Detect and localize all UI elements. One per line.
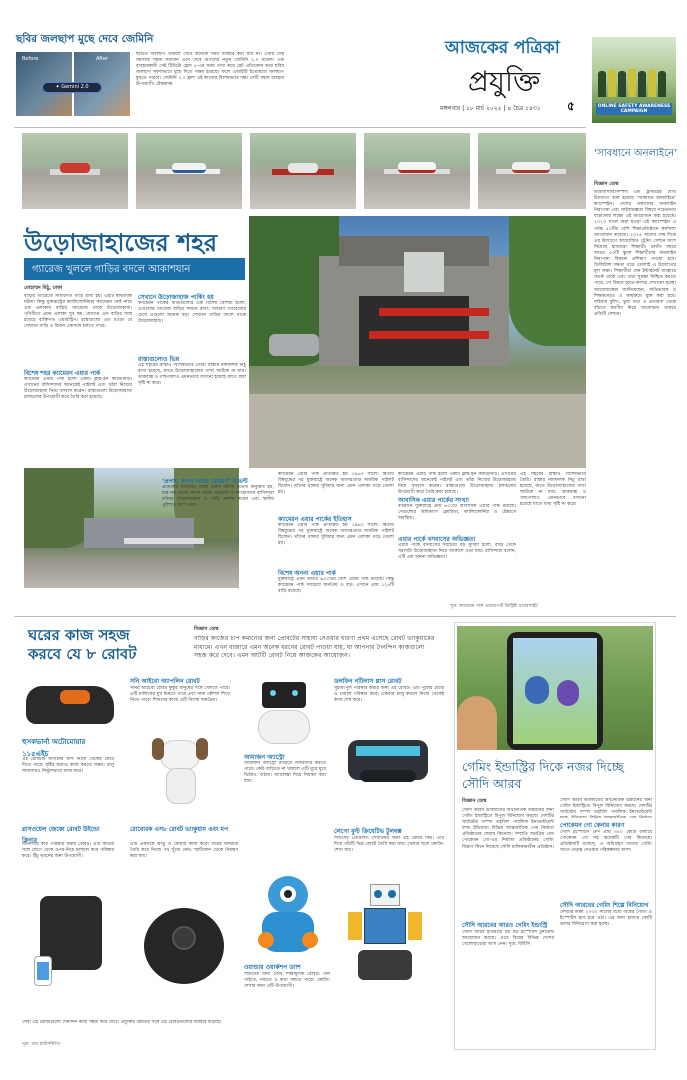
- planes-p1: ক্যামেরন এয়ার পার্ক হলো একটি ফ্লাই-ইন কমিউনিটি। এখানের বাসিন্দাদের অনেকেই পাইলট এবং তাঁরা নিজের উড়োজাহাজ নিয়ে বসবাস করেন। রাস্তাগুলো উড়োজাহাজ চলাচলের উপযোগী করে তৈরি করা হয়েছে।: [24, 377, 132, 401]
- robot-8-body: শিশুদের জন্য তৈরি শিক্ষামূলক রোবট। গান গাইতে, নাচতে ও কথা বলতে পারে। কোডিং শেখার জন্য এটি উপযোগী।: [244, 972, 330, 990]
- robot-dolphin-photo: [340, 726, 436, 790]
- gaming-p2: দেশটির লক্ষ্য ২০৩০ সালের মধ্যে বিশ্বের গেমিং ও ইস্পোর্টস হাব হয়ে ওঠা। এর জন্য হাজার কোটি ডলার বিনিয়োগ করা হচ্ছে।: [560, 910, 652, 928]
- planes-h1: বিশেষ শহর ক্যামেরন এয়ার পার্ক: [24, 370, 101, 377]
- plane-photo-5: [478, 133, 586, 209]
- planes-h3: রাস্তাগুলোও ভিন্ন: [138, 356, 180, 363]
- robot-6-body: এটি একসঙ্গে ঝাড়ু ও মোছার কাজ করে। ঘরের মানচিত্র তৈরি করে নিজে পথ খুঁজে নেয়। স্মার্টফোন থেকে নিয়ন্ত্রণ করা যায়।: [130, 842, 238, 860]
- robot-7-title: লেগো বুস্ট ক্রিয়েটিভ টুলবক্স: [334, 828, 402, 835]
- robot-8-title: ওয়ান্ডার ওয়ার্কশপ ড্যাশ: [244, 964, 301, 971]
- robots-title-1: ঘরের কাজ সহজ: [28, 626, 130, 644]
- section-title: প্রযুক্তি: [468, 65, 541, 98]
- planes-p5: ক্যামেরন এয়ার পার্ক প্রতিষ্ঠিত হয় ১৯৬৩ সালে। দ্বিতীয় বিশ্বযুদ্ধের পর যুক্তরাষ্ট্রে অনেক অবসরপ্রাপ্ত সামরিক পাইলট ছিলেন। তাঁদের থাকার সুবিধার জন্য এমন এলাকা গড়ে তোলা হয়।: [278, 523, 394, 547]
- gaming-h1: পোকেমন গো কেনার কারণ: [560, 822, 625, 829]
- planes-source: সূত্র: ক্যামেরন পার্ক এয়ারপোর্ট ডিস্ট্রিক্ট ওয়েবসাইট: [450, 604, 538, 609]
- robot-2-title: সনি আইবো অ্যাপলিন রোবট: [130, 678, 200, 685]
- planes-hero-photo: [249, 216, 586, 468]
- robot-5-body: জানালার কাচ পরিষ্কার করার রোবট। এটি কাচের সঙ্গে লেগে থেকে ওপর-নিচে চলাচল করে পরিষ্কার করে। উঁচু ভবনের জন্য উপযোগী।: [22, 842, 114, 860]
- robot-6-title: রোবোরক এস৮ রোবট ভ্যাকুয়াম এবং মপ: [130, 826, 229, 833]
- gaming-p3: সৌদি আরব ইতিমধ্যে বড় বড় ইস্পোর্টস টুর্নামেন্ট আয়োজন করছে। এতে বিশ্বের বিভিন্ন দেশের খেলোয়াড়েরা অংশ নেন। সূত্র: বিবিসি: [462, 930, 554, 948]
- robot-mower-photo: [20, 676, 122, 732]
- robot-1-body: এই রোবটটি বাগানের ঘাস নিজে থেকেই কেটে দিতে পারে। বৃষ্টির মধ্যেও কাজ করতে সক্ষম। ঢালু জায়গায়ও নির্ভুলভাবে কাজ করে।: [22, 757, 114, 775]
- robot-4-body: সুইমিংপুল পরিষ্কার করার জন্য এই রোবট। এটি পুলের মেঝে ও দেয়াল পরিষ্কার করে। একবার চালু করলে নিজে থেকেই কাজ শেষ করে।: [334, 686, 444, 704]
- robot-lego-photo: [330, 878, 440, 988]
- robot-7-body: শিশুদের প্রোগ্রামিং শেখানোর জন্য এই রোবট কিট। এটি দিয়ে পাঁচটি ভিন্ন রোবট তৈরি করা যায়। খেলার ছলে কোডিং শেখা যায়।: [334, 836, 444, 854]
- gaming-p1: সৌদি ইস্পোর্টস গ্রুপ প্রায় ৩৫০ কোটি ডলারে পোকেমন গো সহ কয়েকটি গেম কিনেছে। প্রতিষ্ঠানটি বলেছে, এ অধিগ্রহণ তাদের গেমিং খাতে নেতৃত্ব দেওয়ার পরিকল্পনার অংশ।: [560, 830, 652, 854]
- header-rule: [14, 127, 586, 128]
- gaming-border: [454, 622, 656, 1050]
- planes-p7-lead: ক্যামেরন এয়ার পার্ক হলো একটি ফ্লাই-ইন কমিউনিটি। এখানের বাসিন্দাদের অনেকেই পাইলট এবং তাঁরা নিজের উড়োজাহাজ নিয়ে বসবাস করেন। রাস্তাগুলো উড়োজাহাজ চলাচলের উপযোগী করে তৈরি করা হয়েছে।: [398, 472, 516, 494]
- planes-h2: সেখানে উড়োজাহাজ পার্কিং হয়: [138, 294, 214, 301]
- gemini-badge: ✦ Gemini 2.0: [42, 82, 102, 93]
- gemini-body: ছবিতে জলছাপ থাকলে সেটি অনেকে সময় ব্যবহার করা যায় না। এবার সেই সমস্যার সহজ সমাধান এনে দেবে গুগলের নতুন জেমিনি ২.০ মডেল। এক ব্যবহারকারী সেই টিউটো ফ্লেস ৫-এর সময় দেখা করে রেট প্রতিবেদন করে ছবির জলছাপ সফলভাবে মুছে দিতে সক্ষম হয়েছে। ফলে এআইটি ইতোমধ্যে জলছাপ মুছতে পারবে। জেমিনি ২.০ ফ্লাশ এই কাজের বিশেষভাবে দক্ষ। সেটি সহজ ব্যবহার উপযোগী। টেকক্রাঞ্চ: [136, 52, 284, 88]
- planes-p6: যুক্তরাষ্ট্রে এমন আরও ৬০০টির বেশি এয়ার পার্ক রয়েছে। কিন্তু ক্যামেরন পার্ক সবচেয়ে জনপ্রিয় ও বড়। এখানে প্রায় ১২৪টি বাড়ি রয়েছে।: [278, 577, 394, 595]
- robot-astro-photo: [244, 676, 326, 748]
- paper-name: আজকের পত্রিকা: [445, 38, 560, 58]
- gaming-h2: সৌদি আরবের গেমিং শিল্পে বিনিয়োগ: [560, 902, 649, 909]
- planes-h6: বিশেষ অনন্য এয়ার পার্ক: [278, 570, 336, 577]
- gaming-byline: বিজ্ঞান ডেস্ক: [462, 798, 487, 804]
- gaming-lead: সৌদি আরব ভবিষ্যতের অর্থনৈতিক উন্নয়নের জন্য গেমিং ইন্ডাস্ট্রিতে বিপুল বিনিয়োগ করছে। দেশটির সার্বভৌম সম্পদ তহবিল পাবলিক ইনভেস্টমেন্ট: [560, 798, 652, 816]
- planes-h5: ক্যামেরন এয়ার পার্কের ইতিহাস: [278, 516, 352, 523]
- plane-photo-4: [364, 133, 470, 209]
- planes-h7: আবাসিক এয়ার পার্কের সংখ্যা: [398, 497, 470, 504]
- robot-5-title: গ্লাসওয়েল জেকো রোবট উইন্ডো ক্লিনার: [22, 826, 100, 844]
- planes-subtitle-text: গ্যারেজ খুললে গাড়ির বদলে আকাশযান: [32, 264, 191, 275]
- robot-3-title: আমাজন অ্যাস্ট্রো: [244, 754, 285, 761]
- gemini-box: [14, 30, 344, 122]
- after-label: After: [96, 56, 109, 62]
- planes-subtitle: [24, 258, 245, 280]
- gaming-title: গেমিং ইন্ডাস্ট্রির দিকে নজর দিচ্ছে সৌদি আরব: [462, 759, 624, 791]
- plane-photo-3: [250, 133, 356, 209]
- gemini-photo: [16, 52, 130, 116]
- planes-p7: বর্তমানে যুক্তরাষ্ট্রে প্রায় ৬০০টি আবাসিক এয়ার পার্ক রয়েছে। সেগুলোর অধিকাংশ ফ্লোরিডা, ক্যালিফোর্নিয়া ও টেক্সাসে অবস্থিত।: [398, 504, 516, 522]
- sidebar-body: ডাটাবাসারিসিম্পল এন্ড ট্রাস্টরের যৌথ উদ্যোগে শুরু হয়েছে ‘সাবধানে অনলাইনে’ ক্যাম্পেইন। দেশের তরুণদের অনলাইন নিরাপত্তা এবং সাইবারজ্ঞতা বিষয়ে সচেতনতা বাড়ানোর লক্ষ্যে এই আয়োজন করা হয়েছে। ২০২৩ সালে শুরু হওয়া এই ক্যাম্পেইন এ পর্যন্ত ৫০টির বেশি শিক্ষাপ্রতিষ্ঠানে কর্মশালা আয়োজন করেছে। ২০২৪ সালের শেষ দিকে এর উদ্যোগে আয়োজিত ট্রেনিং সেশনে অংশ নিয়েছে হাজারো শিক্ষার্থী। চলতি বছরে আরও ৫০টি স্কুলে শিক্ষার্থীদের অনলাইন নিরাপত্তা বিষয়ক প্রশিক্ষণ দেওয়া হবে। ডিজিটাল দক্ষতা গড়ে তোলাই এ উদ্যোগের মূল লক্ষ্য। শিক্ষার্থীরা যেন ইন্টারনেট ব্যবহারে সতর্ক থাকে এবং তথ্য সুরক্ষা নিশ্চিত করতে পারে, সে বিষয়ে হাতে-কলমে শেখানো হচ্ছে। আয়োজকেরা জানিয়েছেন, অভিভাবক ও শিক্ষকদেরও এ কার্যক্রমে যুক্ত করা হবে। সাইবার বুলিং, ভুয়া তথ্য ও প্রতারণা থেকে বাঁচতে করণীয় নিয়ে আলোচনা থাকবে প্রতিটি সেশনে।: [594, 190, 676, 317]
- robot-window-photo: [26, 890, 116, 988]
- section-rule: [14, 616, 676, 617]
- robot-4-title: ডলফিন নটিলাস প্লাস রোবট: [334, 678, 402, 685]
- gaming-body: সৌদি আরব ভবিষ্যতের অর্থনৈতিক উন্নয়নের জন্য গেমিং ইন্ডাস্ট্রিতে বিপুল বিনিয়োগ করছে। দেশটির সার্বভৌম সম্পদ তহবিল পাবলিক ইনভেস্টমেন্ট ফান্ড ইতিমধ্যে বিভিন্ন আন্তর্জাতিক গেম নির্মাতা প্রতিষ্ঠানের শেয়ার কিনেছে। সম্প্রতি জনপ্রিয় গেম পোকেমন গো-এর নির্মাতা প্রতিষ্ঠানের গেমিং বিভাগ কিনে নিয়েছে সৌদি মালিকানাধীন প্রতিষ্ঠান।: [462, 808, 554, 850]
- robots-source: সূত্র: গুড হাউসকিপিং: [22, 1042, 61, 1047]
- robot-2-body: সনির আইবো রোবট কুকুর মানুষের সঙ্গে খেলতে পারে। এটি মালিকের মুখ চিনতে পারে এবং নানা কৌশল শিখে নিতে পারে। শিশুদের কাছে এটি বিশেষ জনপ্রিয়।: [130, 686, 230, 704]
- sidebar-photo: [592, 37, 676, 123]
- planes-p4: প্রতিবছর ক্যামেরন পার্কে একটি বিশেষ ইভেন্ট অনুষ্ঠিত হয়, যার নাম প্রপস, কপস অ্যান্ড রোডার্স। এ আয়োজনে বাসিন্দারা তাঁদের উড়োজাহাজ ও গাড়ি প্রদর্শন করেন এবং স্থানীয় পুলিশও অংশ নেয়।: [162, 485, 274, 509]
- robot-aibo-photo: [130, 728, 235, 808]
- robot-dash-photo: [248, 872, 328, 958]
- robots-title-2: করবে যে ৮ রোবট: [28, 645, 137, 663]
- sidebar-byline: বিজ্ঞান ডেস্ক: [594, 181, 619, 187]
- robot-3-body: আমাজন অ্যাস্ট্রো বাড়িতে নজরদারি করতে পারে। কেউ বাড়িতে না থাকলে এটি ঘুরে ঘুরে ভিডিও পাঠায়। অ্যালেক্সা দিয়ে নিয়ন্ত্রণ করা যায়।: [244, 761, 326, 785]
- issue-date: মঙ্গলবার | ১৮ মার্চ ২০২৫ | ৪ চৈত্র ১৪৩১: [440, 105, 541, 112]
- planes-p8: এয়ার পার্কে বসবাসের সবচেয়ে বড় সুবিধা হলো, বাড়ি থেকে সরাসরি উড়োজাহাজ নিয়ে আকাশে ওড়া যায়। বাসিন্দারা বলেন, এটি এক অনন্য অভিজ্ঞতা।: [398, 543, 516, 561]
- planes-byline: মোহাম্মদ মিঠু, ঢাকা: [24, 285, 63, 291]
- robot-1-title: হুসকভার্না অটোমোয়ার ১১৫এইচ: [22, 738, 86, 758]
- planes-h8: এয়ার পার্কে বসবাসের অভিজ্ঞতা: [398, 536, 476, 543]
- robots-closing: সেবা এই রোবটগুলো দৈনন্দিন কাজ সহজ করে দেবে। প্রযুক্তির উন্নতির সঙ্গে এই রোবটগুলোর ব্যবহার বাড়ছে।: [22, 1020, 222, 1025]
- planes-p5-lead: ক্যামেরন এয়ার পার্ক প্রতিষ্ঠিত হয় ১৯৬৩ সালে। দ্বিতীয় বিশ্বযুদ্ধের পর যুক্তরাষ্ট্রে অনেক অবসরপ্রাপ্ত সামরিক পাইলট ছিলেন। তাঁদের থাকার সুবিধার জন্য এমন এলাকা গড়ে তোলা হয়।: [278, 472, 394, 496]
- plane-strip: [22, 133, 586, 211]
- sparkle-icon: ✦: [55, 84, 62, 90]
- plane-photo-2: [136, 133, 242, 209]
- planes-extra: এই শহরের রাস্তাও বিশেষভাবে তৈরি। রাস্তার নামফলক নিচু রাখা হয়েছে, যাতে উড়োজাহাজের পাখা আটকে না যায়। ডাকবাক্স ও গাছপালাও এমনভাবে বসানো হয়েছে যাতে বাধা সৃষ্টি না করে।: [520, 472, 586, 508]
- gemini-title: ছবির জলছাপ মুছে দেবে জেমিনি: [16, 33, 154, 45]
- robots-byline: বিজ্ঞান ডেস্ক: [194, 626, 219, 632]
- planes-p2: ক্যামেরন পার্কের বাড়িগুলোর এক বিশেষ বৈশিষ্ট্য হলো, এগুলোর গ্যারেজ বাড়ির সামনে রাখা। সাধারণ গ্যারেজের চেয়ে এগুলো অনেক বড়। সেখানে গাড়ির বদলে থাকে উড়োজাহাজ।: [138, 301, 246, 325]
- gaming-h3: সৌদি আরবের আরও গেমিং ইন্ডাস্ট্রি: [462, 922, 548, 929]
- robots-intro: বাড়ির কাজের চাপ কমানোর জন্য প্রোবটের সাহায্য নেওয়ার ধারণা প্রথম এসেছে রোবট ভ্যাকুয়ামের মাধ্যমে। এখন বাজারে এমন অনেক ধরনের রোবট পাওয়া যায়, যা আপনার দৈনন্দিন কাজগুলো সহজ করে দেবে। এমন আটটি রোবট নিয়ে আজকের আয়োজন।: [194, 635, 435, 660]
- plane-photo-1: [22, 133, 128, 209]
- sidebar-banner: ONLINE SAFETY AWARENESS CAMPAIGN: [597, 104, 671, 114]
- planes-intro: বাড়ির গ্যারেজে সাধারণত গাড়ি রাখা হয়। এইটি স্বাভাবিক ঘটনা। কিন্তু যুক্তরাষ্ট্রের ক্যালিফোর্নিয়ার ক্যামেরন পার্ক নামে এক এলাকায় বাড়ির গ্যারেজে থাকে উড়োজাহাজ। পৃথিবীতে এমন এলাকা খুব কম, যেখানে এত বাড়ির সঙ্গে রয়েছে ব্যক্তিগত এয়ারস্ট্রিপ। রাস্তাগুলো এত চওড়া যে সেখানে গাড়ি ও বিমান একসঙ্গে চলতে পারে।: [24, 294, 132, 330]
- planes-title: উড়োজাহাজের শহর: [24, 229, 218, 257]
- planes-p3: এই শহরের রাস্তাও বিশেষভাবে তৈরি। রাস্তার নামফলক নিচু রাখা হয়েছে, যাতে উড়োজাহাজের পাখা আটকে না যায়। ডাকবাক্স ও গাছপালাও এমনভাবে বসানো হয়েছে যাতে বাধা সৃষ্টি না করে।: [138, 363, 246, 387]
- robot-roborock-photo: [134, 904, 234, 988]
- planes-h4-visible: ‘প্রপস, কপস অ্যান্ড রোডার্স’ ইভেন্ট: [162, 478, 248, 485]
- page-number: ৫: [567, 99, 575, 113]
- before-label: Before: [22, 56, 39, 62]
- sidebar-title: ‘সাবধানে অনলাইনে’: [594, 148, 678, 159]
